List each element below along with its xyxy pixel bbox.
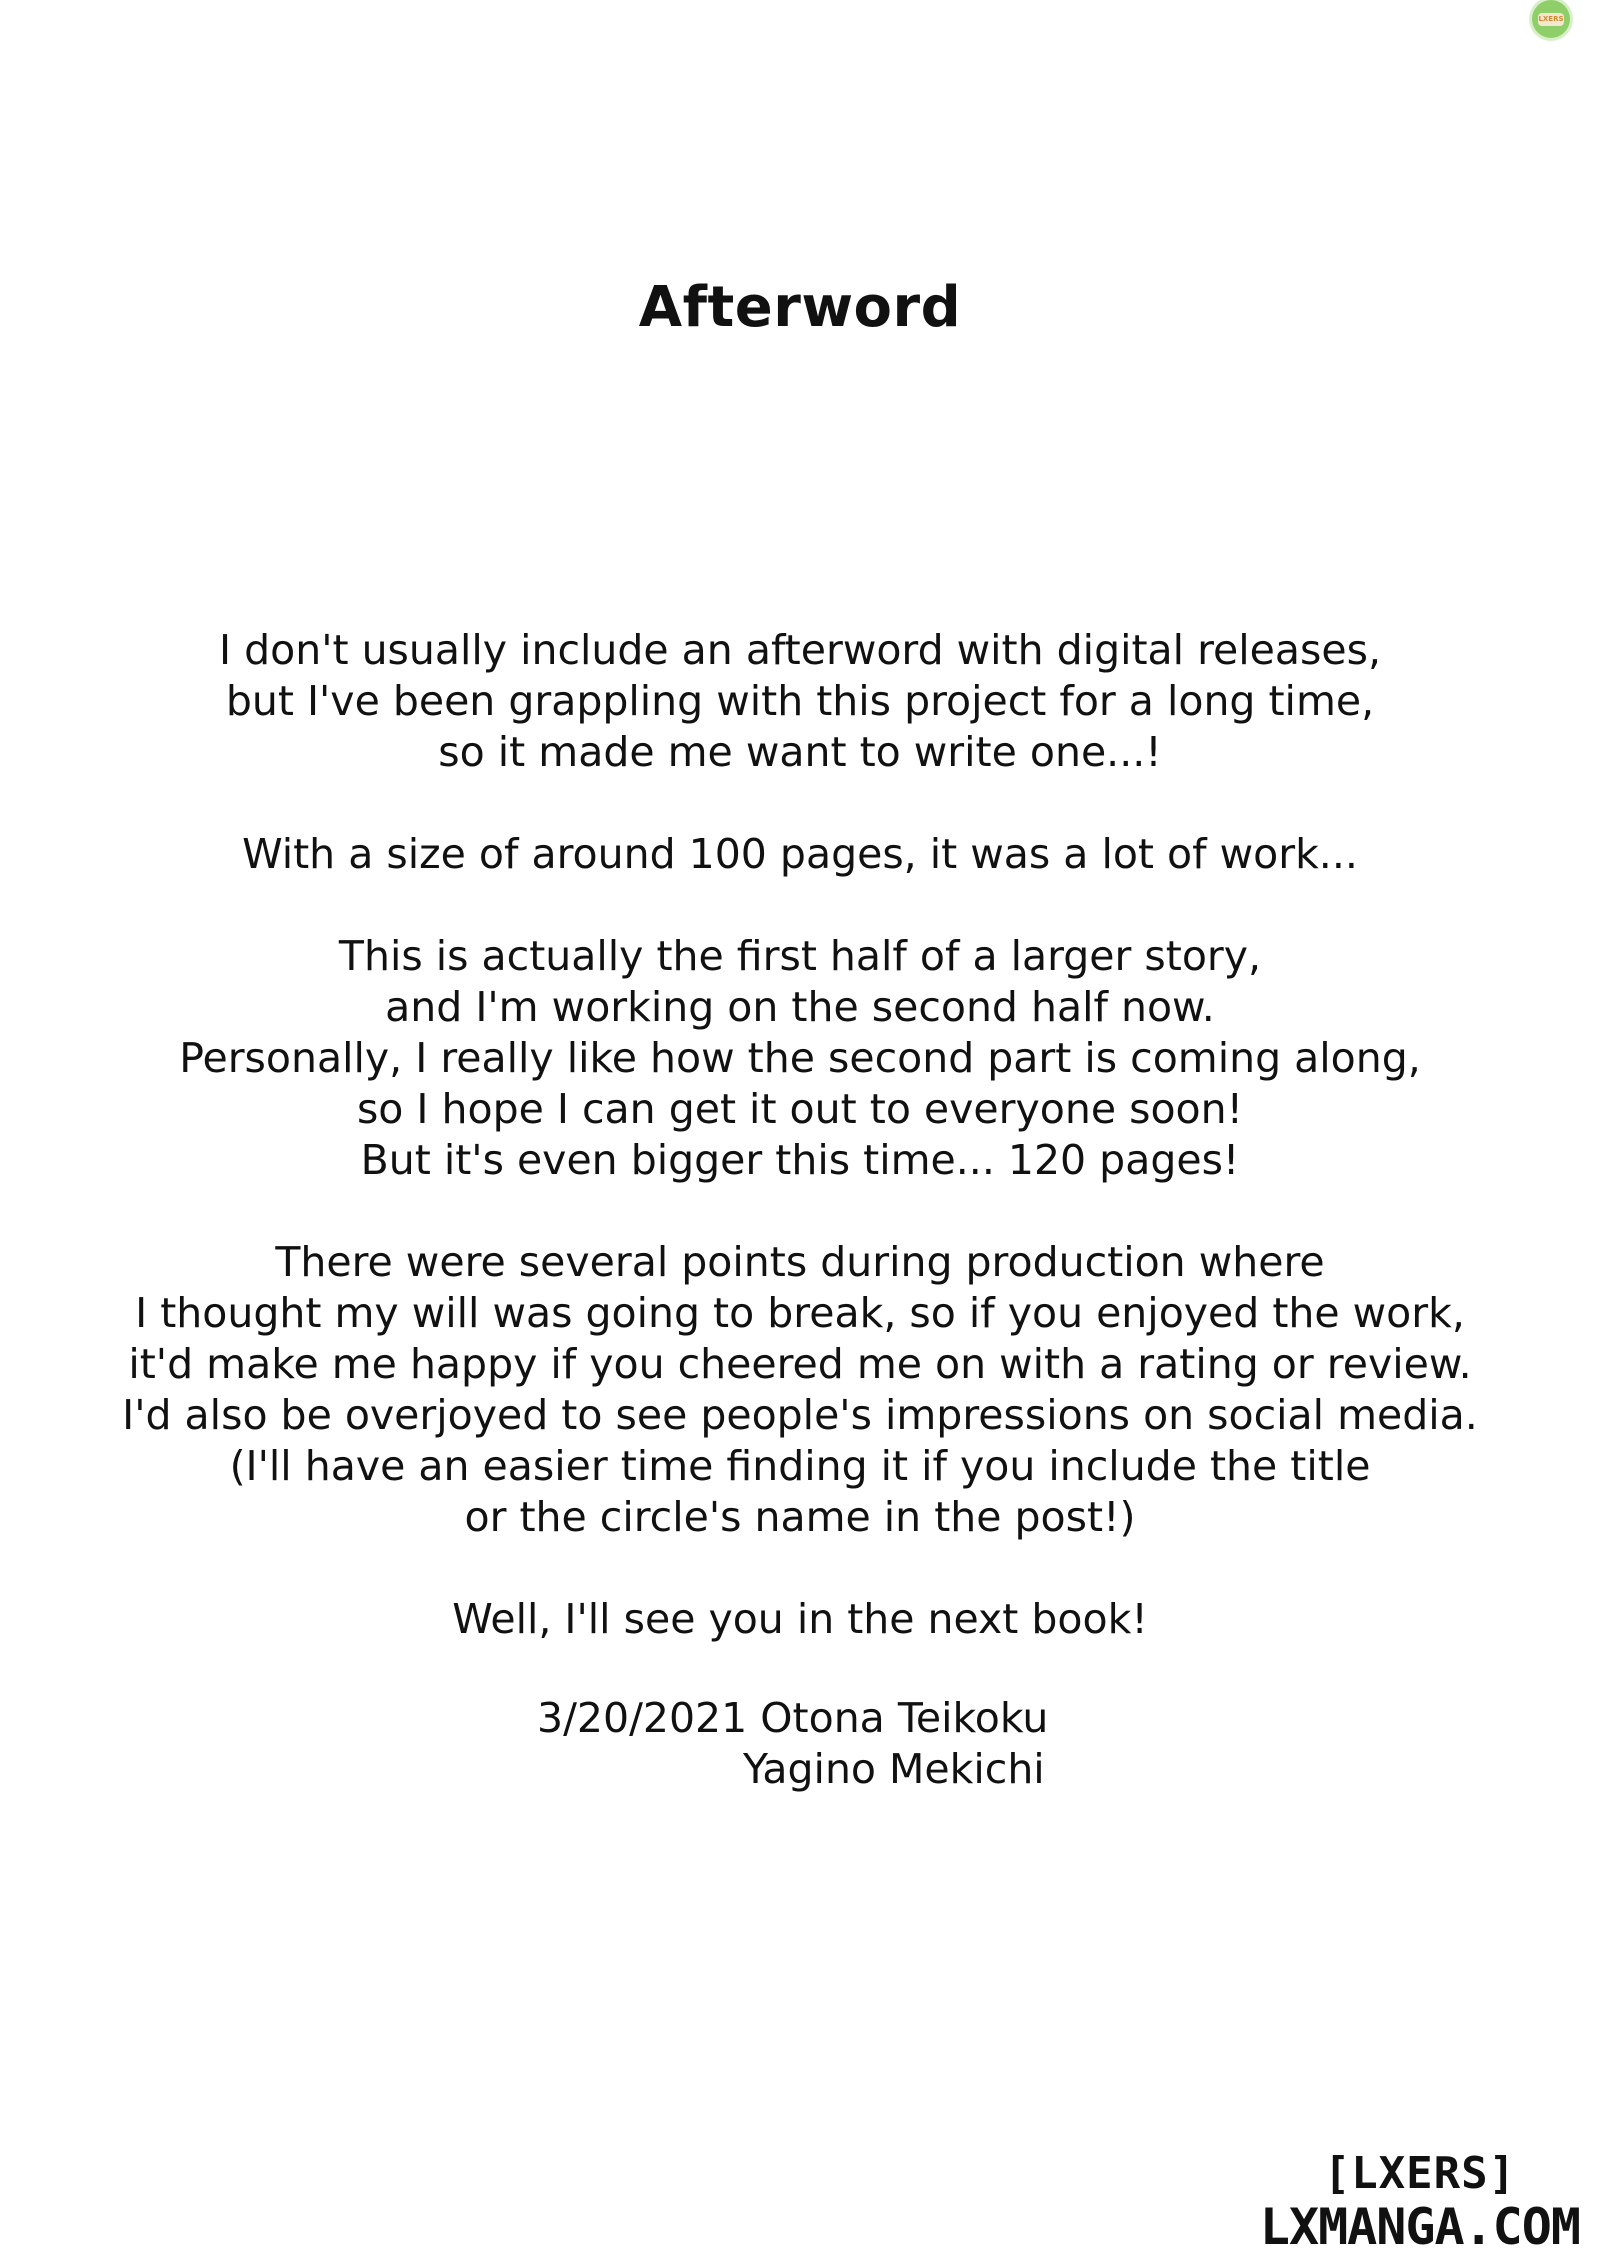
paragraph-line: I'd also be overjoyed to see people's impressions on social media. [122, 1391, 1478, 1439]
afterword-body [0, 625, 1600, 1696]
paragraph-line: I thought my will was going to break, so if you enjoyed the work, [135, 1289, 1465, 1337]
watermark-group-name: [LXERS] [1323, 2148, 1517, 2199]
lxers-badge-icon [1532, 0, 1570, 38]
paragraph-line: I don't usually include an afterword with digital releases, [218, 626, 1382, 674]
paragraph-line: But it's even bigger this time... 120 pages! [360, 1136, 1240, 1184]
paragraph-1 [0, 625, 1600, 778]
paragraph-line: This is actually the first half of a larger story, [338, 932, 1262, 980]
paragraph-line: so it made me want to write one...! [438, 728, 1162, 776]
paragraph-line: it'd make me happy if you cheered me on with a rating or review. [128, 1340, 1472, 1388]
paragraph-line: but I've been grappling with this project for a long time, [225, 677, 1375, 725]
page-title: Afterword [638, 275, 962, 340]
paragraph-2 [0, 829, 1600, 880]
watermark-site-url: LXMANGA.COM [1259, 2198, 1580, 2256]
paragraph-line: and I'm working on the second half now. [385, 983, 1215, 1031]
signature-block [537, 1693, 1048, 1795]
paragraph-5 [0, 1594, 1600, 1645]
paragraph-line: Personally, I really like how the second part is coming along, [179, 1034, 1421, 1082]
signature-date-circle: 3/20/2021 Otona Teikoku [537, 1694, 1049, 1742]
paragraph-line: There were several points during production where [275, 1238, 1325, 1286]
paragraph-line: or the circle's name in the post!) [464, 1493, 1136, 1541]
paragraph-3 [0, 931, 1600, 1186]
paragraph-line: With a size of around 100 pages, it was a lot of work... [242, 830, 1358, 878]
paragraph-line: so I hope I can get it out to everyone soon! [356, 1085, 1244, 1133]
paragraph-4 [0, 1237, 1600, 1543]
paragraph-line: (I'll have an easier time finding it if you include the title [229, 1442, 1371, 1490]
signature-author: Yagino Mekichi [743, 1745, 1045, 1793]
paragraph-line: Well, I'll see you in the next book! [452, 1595, 1148, 1643]
site-watermark [1259, 2148, 1580, 2256]
badge-label: LXERS [1538, 13, 1564, 26]
